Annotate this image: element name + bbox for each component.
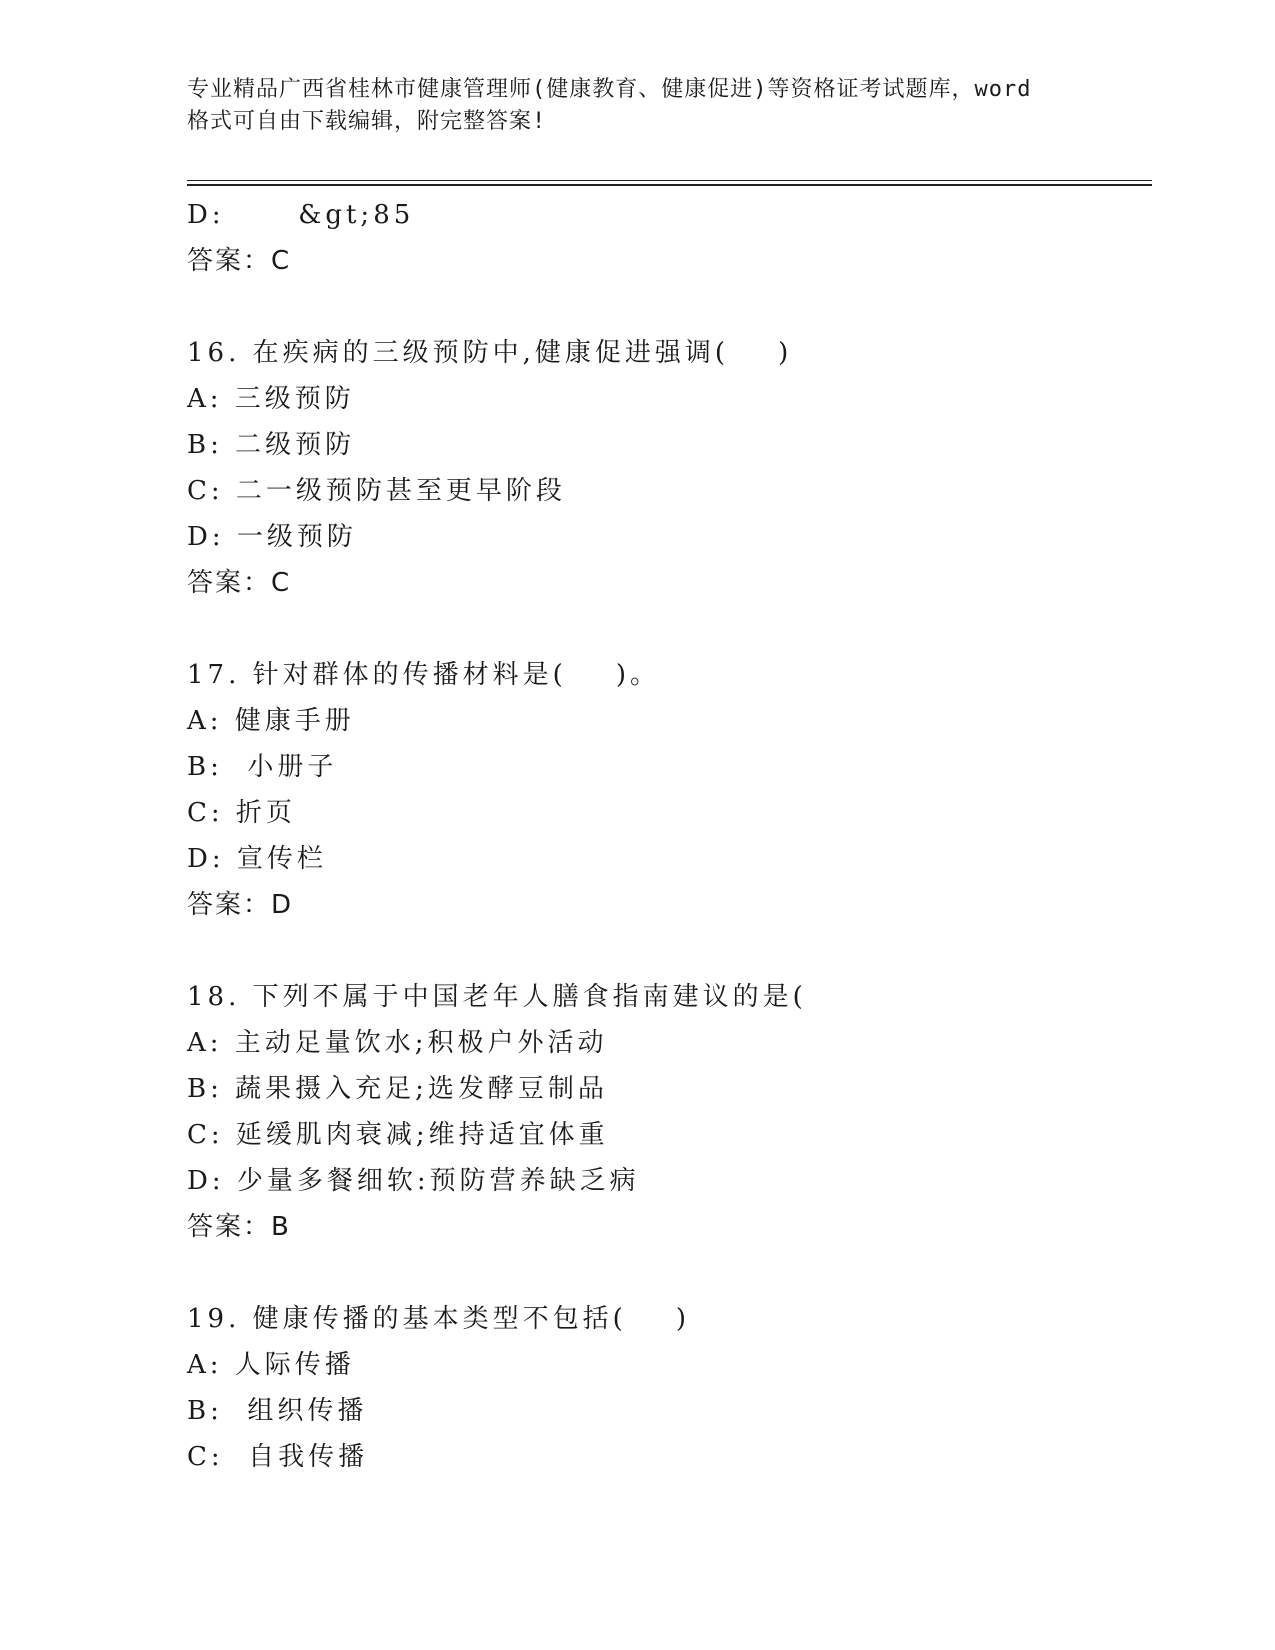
question-block-18	[187, 974, 1147, 1250]
question-text: 17. 针对群体的传播材料是( )。	[187, 660, 660, 690]
option-c: C: 折页	[187, 798, 296, 828]
document-header	[187, 74, 1087, 138]
option-a: A: 三级预防	[187, 384, 355, 414]
question-block-19	[187, 1296, 1147, 1480]
header-divider-thick	[187, 184, 1152, 186]
option-d: D: 一级预防	[187, 522, 357, 552]
question-block-16	[187, 330, 1147, 606]
option-d: D: 宣传栏	[187, 844, 327, 874]
question-text: 16. 在疾病的三级预防中,健康促进强调( )	[187, 338, 793, 368]
question-text: 18. 下列不属于中国老年人膳食指南建议的是(	[187, 982, 807, 1012]
prev-answer: 答案：C	[187, 246, 292, 276]
spacer	[187, 284, 1147, 330]
header-line-2: 格式可自由下载编辑，附完整答案!	[187, 109, 547, 134]
option-a: A: 健康手册	[187, 706, 355, 736]
answer: 答案：C	[187, 568, 292, 598]
option-d: D: 少量多餐细软:预防营养缺乏病	[187, 1166, 640, 1196]
option-c: C: 二一级预防甚至更早阶段	[187, 476, 566, 506]
header-divider-thin	[187, 180, 1152, 181]
option-b: B: 小册子	[187, 752, 338, 782]
option-b: B: 二级预防	[187, 430, 356, 460]
answer: 答案：B	[187, 1212, 291, 1242]
option-b: B: 组织传播	[187, 1396, 368, 1426]
option-c: C: 自我传播	[187, 1442, 369, 1472]
option-c: C: 延缓肌肉衰减;维持适宜体重	[187, 1120, 609, 1150]
question-block-17	[187, 652, 1147, 928]
spacer	[187, 928, 1147, 974]
header-line-1: 专业精品广西省桂林市健康管理师(健康教育、健康促进)等资格证考试题库，word	[187, 77, 1032, 102]
option-a: A: 主动足量饮水;积极户外活动	[187, 1028, 608, 1058]
answer: 答案：D	[187, 890, 294, 920]
question-text: 19. 健康传播的基本类型不包括( )	[187, 1304, 690, 1334]
spacer	[187, 606, 1147, 652]
question-list	[187, 192, 1147, 1480]
option-a: A: 人际传播	[187, 1350, 355, 1380]
spacer	[187, 1250, 1147, 1296]
prev-option-d: D: &gt;85	[187, 200, 415, 230]
option-b: B: 蔬果摄入充足;选发酵豆制品	[187, 1074, 608, 1104]
